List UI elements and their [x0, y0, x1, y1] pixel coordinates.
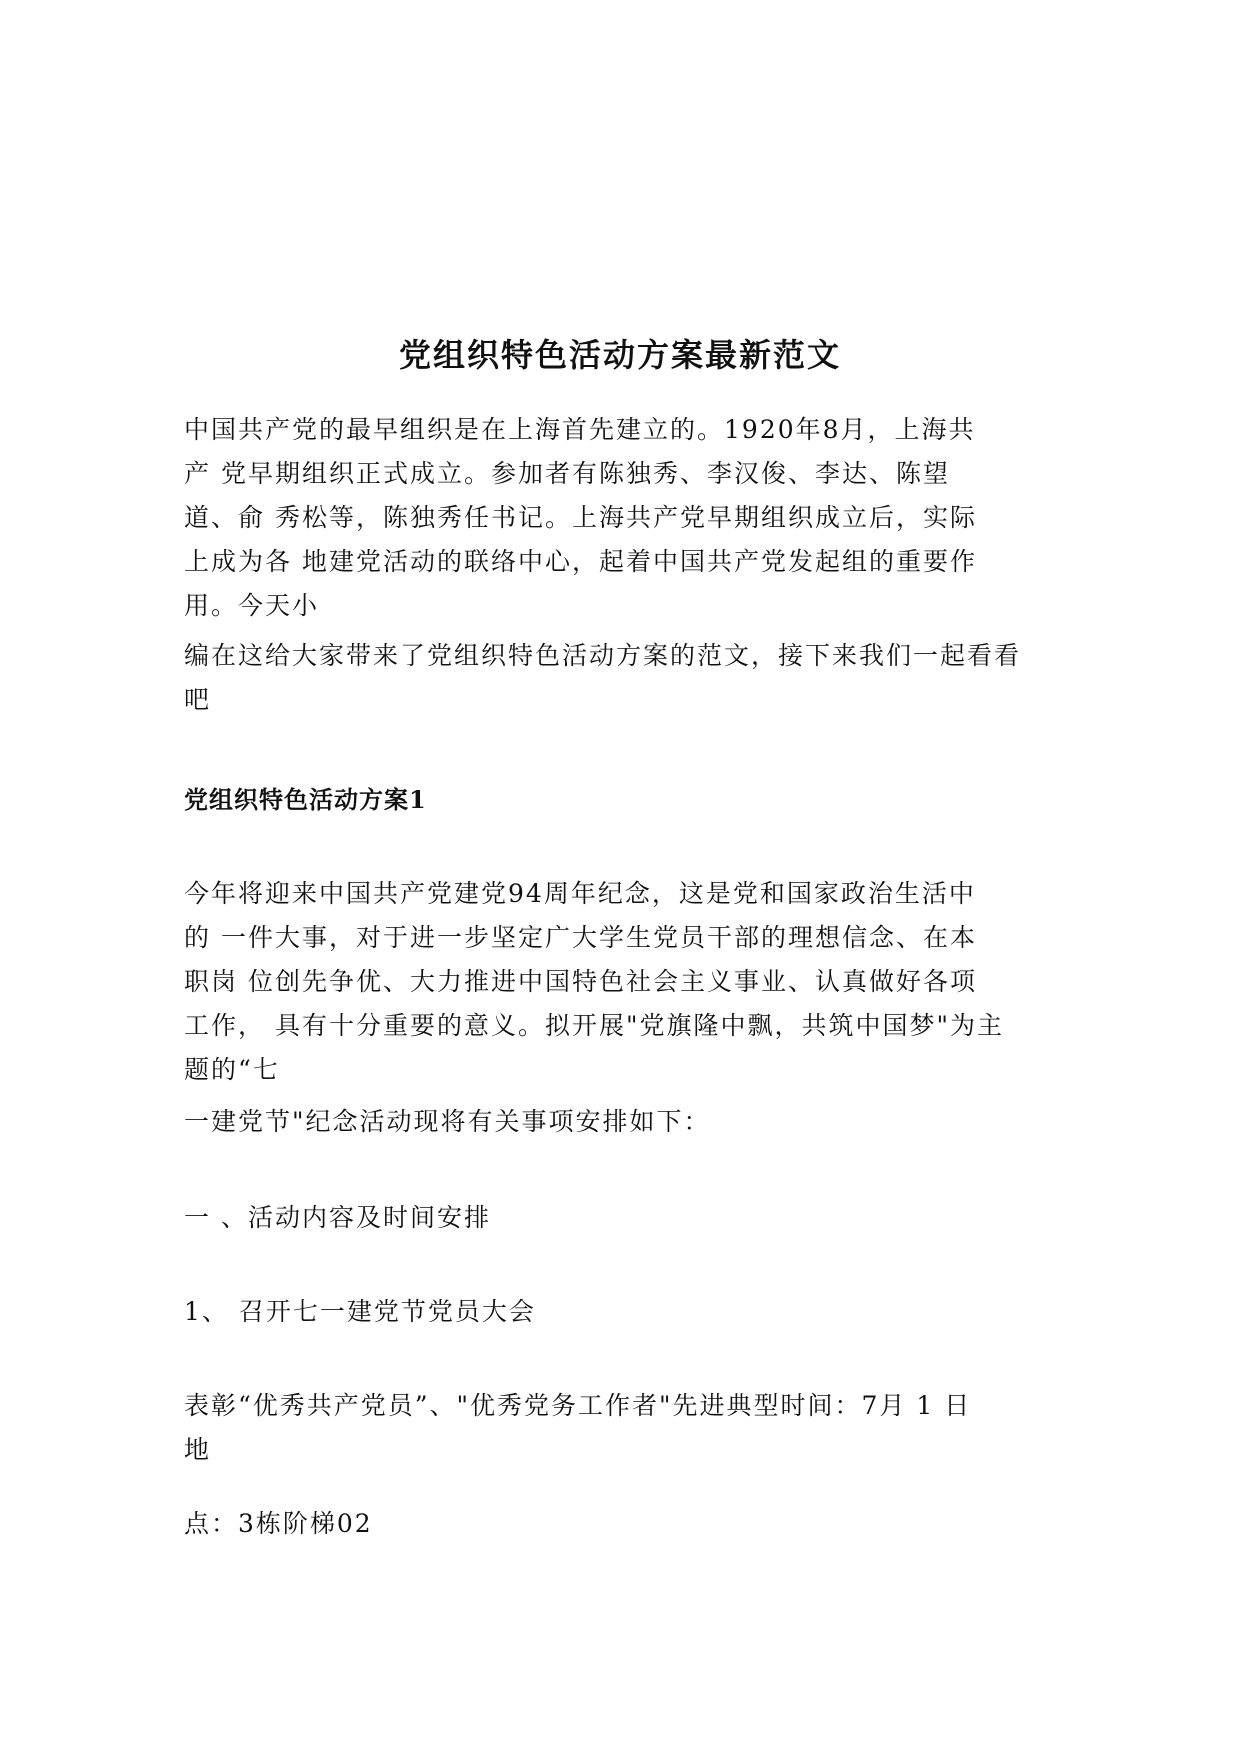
section-paragraph-3: 一 、活动内容及时间安排 — [184, 1203, 491, 1232]
section-paragraph-4: 1、 召开七一建党节党员大会 — [184, 1297, 536, 1326]
document-title: 党组织特色活动方案最新范文 — [398, 336, 841, 374]
section-paragraph-1: 今年将迎来中国共产党建党94周年纪念，这是党和国家政治生活中 的 一件大事，对于进一步坚定广大学生党员干部的理想信念、在本 职岗 位创先争优、大力推进中国特色社会主义事业、认真做好各项 工作， 具有十分重要的意义。拟开展"党旗隆中飘，共筑中国梦"为主 题的“七 — [184, 879, 1004, 1084]
intro-paragraph-2: 编在这给大家带来了党组织特色活动方案的范文，接下来我们一起看看 吧 — [184, 641, 1022, 714]
section-paragraph-2: 一建党节"纪念活动现将有关事项安排如下： — [184, 1107, 711, 1136]
section-paragraph-5: 表彰“优秀共产党员”、"优秀党务工作者"先进典型时间：7月 1 日 地 — [184, 1391, 972, 1464]
section-heading: 党组织特色活动方案1 — [184, 785, 427, 814]
intro-paragraph-1: 中国共产党的最早组织是在上海首先建立的。1920年8月，上海共 产 党早期组织正式成立。参加者有陈独秀、李汉俊、李达、陈望 道、俞 秀松等，陈独秀任书记。上海共产党早期组织成立后，实际 上成为各 地建党活动的联络中心，起着中国共产党发起组的重要作 用。今天小 — [184, 415, 977, 620]
section-paragraph-6: 点：3栋阶梯02 — [184, 1509, 373, 1538]
